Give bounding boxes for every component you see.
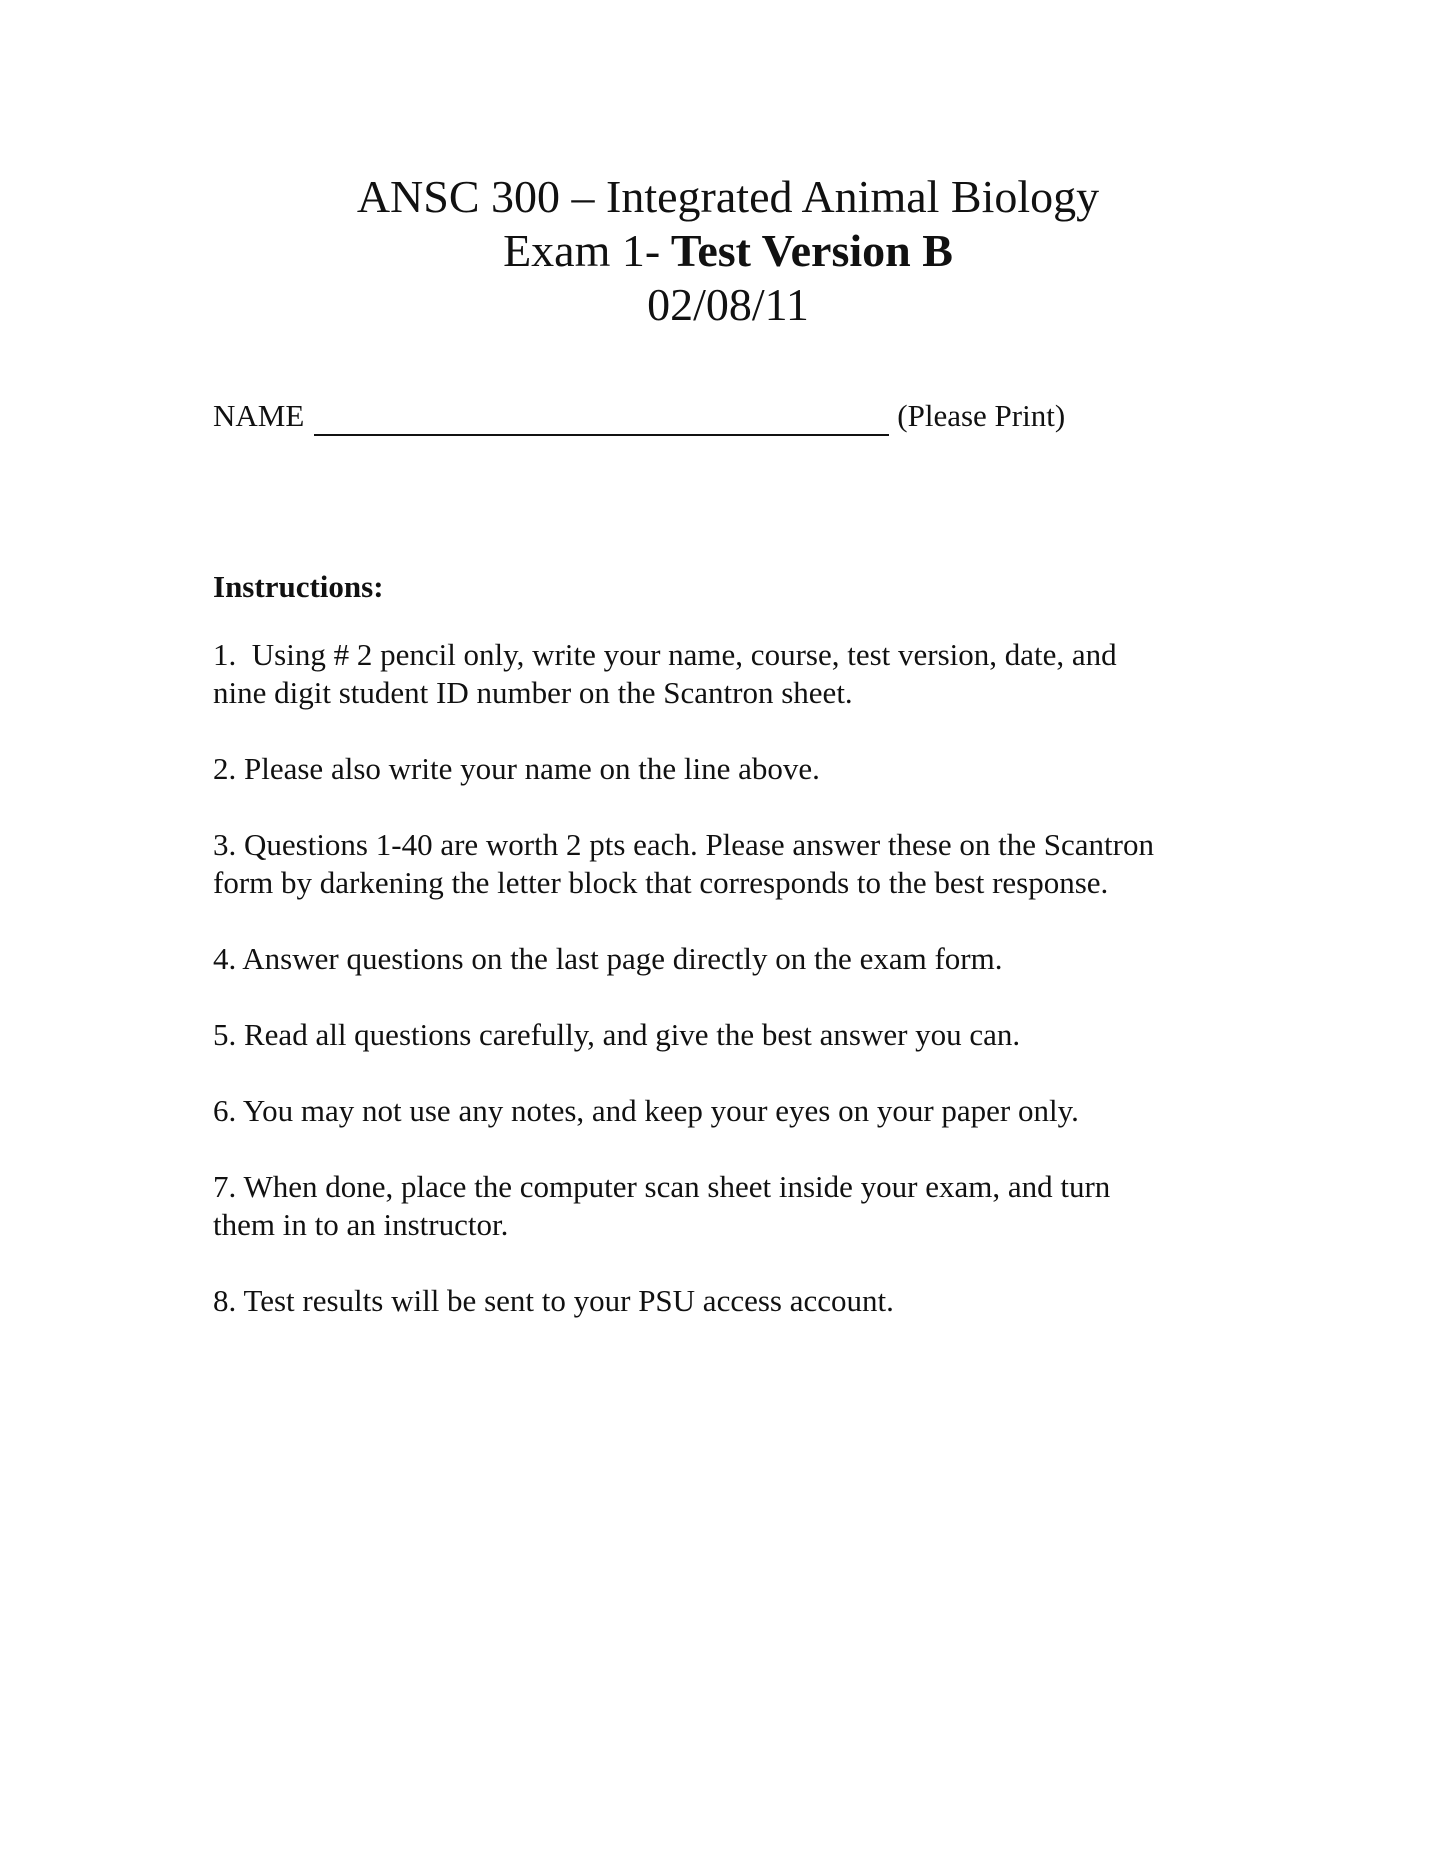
instruction-item: 6. You may not use any notes, and keep your eyes on your paper only. [213, 1093, 1079, 1128]
exam-number: Exam 1- [503, 225, 661, 276]
name-row [213, 396, 1065, 436]
instruction-item: 4. Answer questions on the last page directly on the exam form. [213, 941, 1003, 976]
instruction-item: 8. Test results will be sent to your PSU access account. [213, 1283, 894, 1318]
name-blank-line[interactable] [314, 404, 889, 436]
instructions-section [213, 568, 1253, 1358]
test-version: Test Version B [660, 225, 953, 276]
name-label: NAME [213, 398, 305, 433]
instruction-item: 2. Please also write your name on the line above. [213, 751, 820, 786]
instruction-item: 3. Questions 1-40 are worth 2 pts each. Please answer these on the Scantron form by darkening the letter block that corresponds to the best response. [213, 827, 1154, 900]
instruction-item: 5. Read all questions carefully, and give the best answer you can. [213, 1017, 1021, 1052]
instruction-item: 7. When done, place the computer scan sheet inside your exam, and turn them in to an instructor. [213, 1169, 1111, 1242]
exam-version-line [0, 224, 1456, 278]
exam-title-block [0, 170, 1456, 332]
instruction-item: 1. Using # 2 pencil only, write your name, course, test version, date, and nine digit student ID number on the Scantron sheet. [213, 637, 1117, 710]
course-title: ANSC 300 – Integrated Animal Biology [356, 171, 1100, 222]
exam-date: 02/08/11 [647, 279, 809, 330]
name-print-note: (Please Print) [897, 398, 1066, 433]
instructions-heading: Instructions: [213, 569, 384, 604]
